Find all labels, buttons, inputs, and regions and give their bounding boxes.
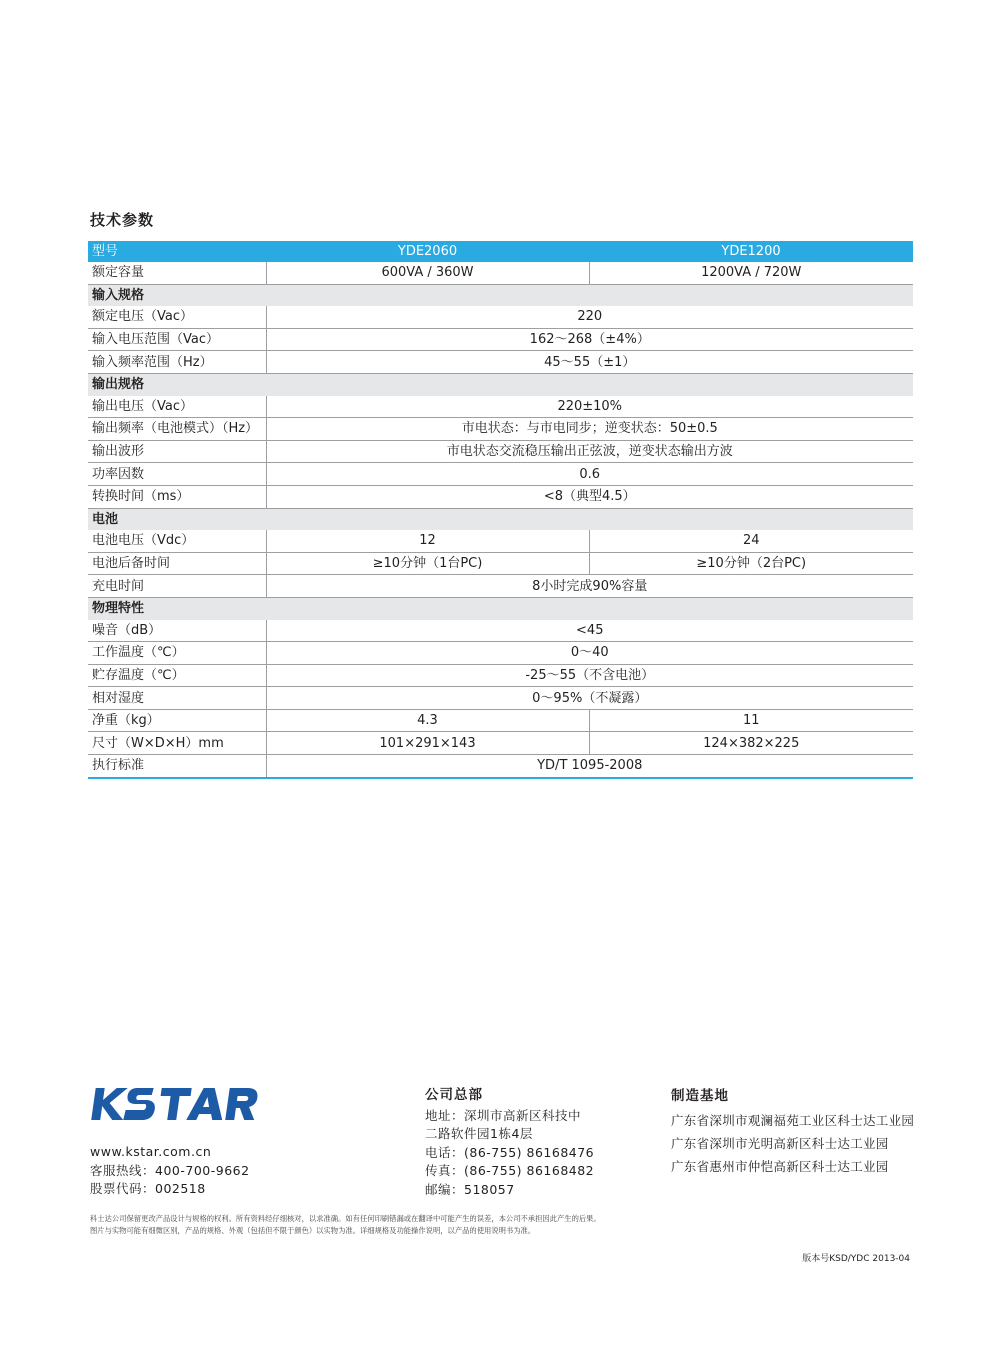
row-value-a: 600VA / 360W xyxy=(266,262,589,284)
row-value: <8（典型4.5） xyxy=(266,485,913,508)
table-row xyxy=(88,262,913,284)
row-value: 220 xyxy=(266,306,913,328)
row-label: 输入电压范围（Vac） xyxy=(88,328,266,351)
hq-heading: 公司总部 xyxy=(425,1087,483,1103)
row-value-b: ≥10分钟（2台PC) xyxy=(589,552,913,575)
row-value-a: ≥10分钟（1台PC) xyxy=(266,552,589,575)
hq-postcode: 邮编：518057 xyxy=(425,1181,515,1197)
row-label: 净重（kg） xyxy=(88,709,266,732)
row-value: 市电状态交流稳压输出正弦波，逆变状态输出方波 xyxy=(266,440,913,463)
row-value-b: 24 xyxy=(589,530,913,552)
spec-table xyxy=(88,241,913,779)
row-label: 输出频率（电池模式）（Hz） xyxy=(88,418,266,441)
row-label: 输入频率范围（Hz） xyxy=(88,351,266,374)
group-row xyxy=(88,508,913,530)
table-row xyxy=(88,463,913,486)
mfg-heading: 制造基地 xyxy=(671,1088,729,1104)
hq-address-1: 地址：深圳市高新区科技中 xyxy=(425,1107,582,1123)
hotline: 客服热线：400-700-9662 xyxy=(90,1162,250,1178)
table-row xyxy=(88,687,913,710)
hq-phone: 电话：(86-755) 86168476 xyxy=(425,1144,595,1160)
row-value: 0.6 xyxy=(266,463,913,486)
row-value-a: 12 xyxy=(266,530,589,552)
row-value: <45 xyxy=(266,620,913,642)
table-row xyxy=(88,440,913,463)
stock-code: 股票代码：002518 xyxy=(90,1181,206,1196)
row-label: 电池电压（Vdc） xyxy=(88,530,266,552)
mfg-site-2: 广东省深圳市光明高新区科士达工业园 xyxy=(671,1136,889,1151)
table-header-row xyxy=(88,241,913,262)
row-value: 45～55（±1） xyxy=(266,351,913,374)
table-row xyxy=(88,418,913,441)
mfg-site-3: 广东省惠州市仲恺高新区科士达工业园 xyxy=(671,1159,889,1174)
headquarters-block xyxy=(425,1086,594,1199)
row-label: 功率因数 xyxy=(88,463,266,486)
row-label: 相对湿度 xyxy=(88,687,266,710)
row-label: 充电时间 xyxy=(88,575,266,598)
row-label: 噪音（dB） xyxy=(88,620,266,642)
group-label: 物理特性 xyxy=(88,597,913,619)
section-title: 技术参数 xyxy=(90,211,155,229)
group-row xyxy=(88,284,913,306)
header-model-label: 型号 xyxy=(88,241,266,262)
table-row xyxy=(88,328,913,351)
table-row xyxy=(88,732,913,755)
table-row xyxy=(88,755,913,778)
row-value: 0～40 xyxy=(266,642,913,665)
row-value-a: 4.3 xyxy=(266,709,589,732)
group-label: 输出规格 xyxy=(88,373,913,395)
row-value: 220±10% xyxy=(266,396,913,418)
row-value: YD/T 1095-2008 xyxy=(266,755,913,778)
table-row xyxy=(88,664,913,687)
header-model-b: YDE1200 xyxy=(589,241,913,262)
row-value-a: 101×291×143 xyxy=(266,732,589,755)
row-label: 额定容量 xyxy=(88,262,266,284)
manufacturing-block xyxy=(671,1086,914,1178)
row-label: 电池后备时间 xyxy=(88,552,266,575)
row-value: 8小时完成90%容量 xyxy=(266,575,913,598)
table-row xyxy=(88,396,913,418)
row-value: 162～268（±4%） xyxy=(266,328,913,351)
row-value-b: 11 xyxy=(589,709,913,732)
table-row xyxy=(88,552,913,575)
row-value: 0～95%（不凝露） xyxy=(266,687,913,710)
table-row xyxy=(88,530,913,552)
table-row xyxy=(88,306,913,328)
group-row xyxy=(88,373,913,395)
table-row xyxy=(88,485,913,508)
website-link[interactable]: www.kstar.com.cn xyxy=(90,1144,212,1159)
contact-block xyxy=(90,1143,250,1199)
row-label: 工作温度（℃） xyxy=(88,642,266,665)
kstar-logo xyxy=(90,1086,258,1126)
group-row xyxy=(88,597,913,619)
row-label: 输出电压（Vac） xyxy=(88,396,266,418)
disclaimer xyxy=(90,1213,601,1237)
table-row xyxy=(88,642,913,665)
group-label: 电池 xyxy=(88,508,913,530)
row-label: 尺寸（W×D×H）mm xyxy=(88,732,266,755)
row-value: -25～55（不含电池） xyxy=(266,664,913,687)
row-label: 贮存温度（℃） xyxy=(88,664,266,687)
disclaimer-line-2: 图片与实物可能有细微区别，产品的规格、外观（包括但不限于颜色）以实物为准。详细规格及功能操作说明，以产品的使用说明书为准。 xyxy=(90,1226,536,1235)
version-number: 版本号KSD/YDC 2013-04 xyxy=(802,1254,910,1264)
table-row xyxy=(88,351,913,374)
disclaimer-line-1: 科士达公司保留更改产品设计与规格的权利。所有资料经仔细核对，以求准确。如有任何印刷错漏或在翻译中可能产生的误差，本公司不承担因此产生的后果。 xyxy=(90,1214,601,1223)
row-label: 额定电压（Vac） xyxy=(88,306,266,328)
row-label: 执行标准 xyxy=(88,755,266,778)
mfg-site-1: 广东省深圳市观澜福苑工业区科士达工业园 xyxy=(671,1113,915,1128)
hq-fax: 传真：(86-755) 86168482 xyxy=(425,1163,595,1178)
row-label: 转换时间（ms） xyxy=(88,485,266,508)
row-value-b: 124×382×225 xyxy=(589,732,913,755)
hq-address-2: 二路软件园1栋4层 xyxy=(425,1126,533,1141)
kstar-logo-mark xyxy=(90,1086,258,1122)
row-value-b: 1200VA / 720W xyxy=(589,262,913,284)
group-label: 输入规格 xyxy=(88,284,913,306)
table-row xyxy=(88,620,913,642)
table-row xyxy=(88,709,913,732)
header-model-a: YDE2060 xyxy=(266,241,589,262)
row-value: 市电状态：与市电同步；逆变状态：50±0.5 xyxy=(266,418,913,441)
row-label: 输出波形 xyxy=(88,440,266,463)
table-row xyxy=(88,575,913,598)
